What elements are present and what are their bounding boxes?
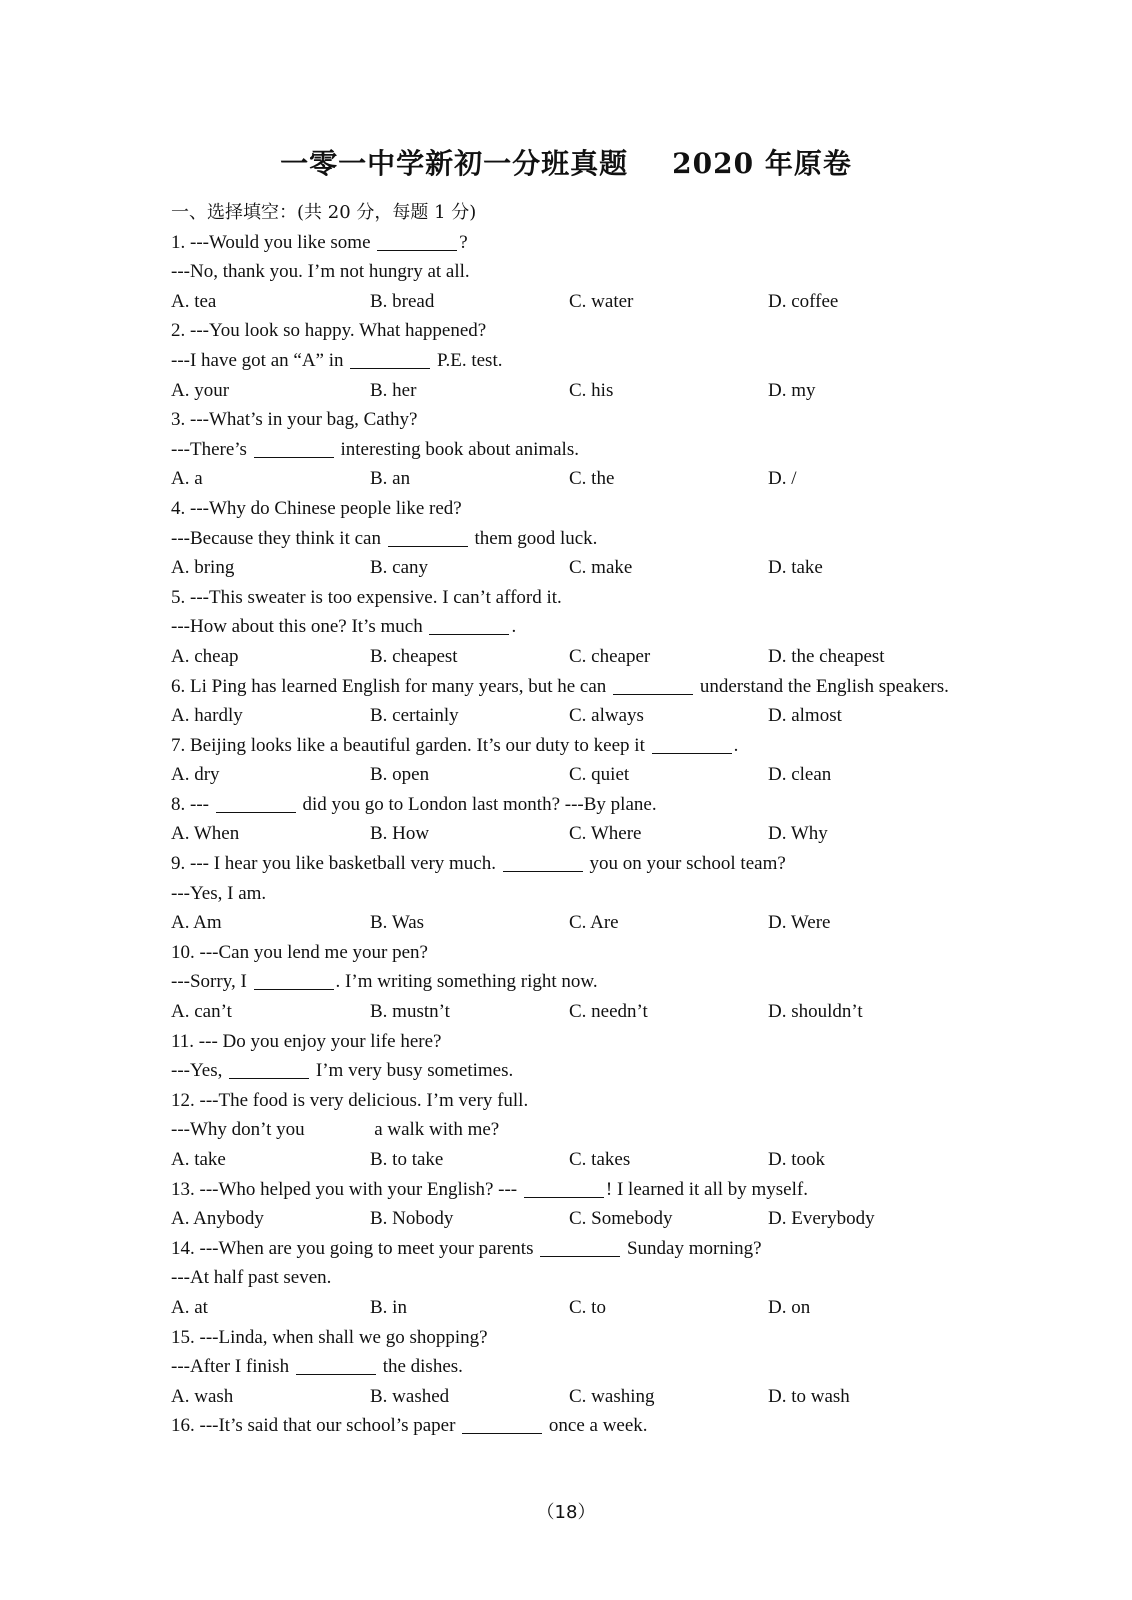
question-1-options (171, 287, 971, 317)
question-text: 12. ---The food is very delicious. I’m very full. (171, 1089, 529, 1111)
question-text: ---Yes, I am. (171, 882, 267, 904)
option-c: C. make (569, 557, 633, 579)
option-c: C. Somebody (569, 1208, 673, 1230)
option-c: C. water (569, 290, 634, 312)
answer-blank (388, 526, 468, 547)
question-13-options (171, 1204, 971, 1234)
question-1-line (171, 257, 971, 287)
answer-blank (540, 1236, 620, 1257)
question-text: 15. ---Linda, when shall we go shopping? (171, 1326, 488, 1348)
question-text: 5. ---This sweater is too expensive. I can’t afford it. (171, 586, 562, 608)
option-b: B. certainly (370, 705, 459, 727)
question-text: . (733, 734, 739, 756)
answer-blank (311, 1118, 367, 1138)
question-text: did you go to London last month? ---By plane. (297, 793, 657, 815)
question-text: understand the English speakers. (695, 675, 949, 697)
question-text: 11. --- Do you enjoy your life here? (171, 1030, 442, 1052)
option-a: A. at (171, 1296, 208, 1318)
option-b: B. mustn’t (370, 1001, 450, 1023)
question-text: 9. --- I hear you like basketball very much. (171, 853, 501, 875)
question-text: 7. Beijing looks like a beautiful garden. It’s our duty to keep it (171, 734, 650, 756)
question-10-line (171, 938, 971, 968)
question-2-options (171, 376, 971, 406)
question-text: ---There’s (171, 438, 252, 460)
option-a: A. cheap (171, 645, 239, 667)
question-text: 16. ---It’s said that our school’s paper (171, 1415, 461, 1437)
question-14-line (171, 1234, 971, 1264)
option-a: A. your (171, 379, 230, 401)
question-list (171, 198, 971, 1441)
question-text: Sunday morning? (622, 1237, 762, 1259)
option-c: C. the (569, 468, 615, 490)
option-d: D. shouldn’t (768, 1001, 863, 1023)
option-b: B. Nobody (370, 1208, 454, 1230)
question-text: ---Why don’t you (171, 1119, 310, 1141)
section-heading: 一、选择填空：(共 20 分，每题 1 分) (171, 202, 477, 223)
question-text: P.E. test. (432, 349, 503, 371)
option-a: A. can’t (171, 1001, 232, 1023)
answer-blank (350, 348, 430, 369)
question-2-line (171, 316, 971, 346)
option-b: B. to take (370, 1149, 444, 1170)
option-a: A. hardly (171, 705, 243, 727)
question-3-line (171, 405, 971, 435)
question-8-options (171, 819, 971, 849)
answer-blank (429, 614, 509, 635)
option-c: C. always (569, 705, 644, 727)
question-text: ? (459, 231, 468, 253)
answer-blank (377, 230, 457, 251)
title-year: 2020 年原卷 (672, 147, 852, 180)
exam-title (0, 142, 1132, 182)
option-d: D. almost (768, 705, 842, 727)
question-11-line (171, 1027, 971, 1057)
answer-blank (652, 733, 732, 754)
question-4-options (171, 553, 971, 583)
option-b: B. open (370, 764, 430, 786)
option-c: C. his (569, 379, 614, 401)
option-b: B. in (370, 1296, 407, 1318)
question-16-line (171, 1411, 971, 1441)
option-b: B. Was (370, 912, 425, 934)
option-d: D. / (768, 468, 797, 490)
option-d: D. on (768, 1296, 811, 1318)
answer-blank (254, 969, 334, 990)
question-9-line (171, 879, 971, 909)
question-7-line (171, 731, 971, 761)
question-15-line (171, 1352, 971, 1382)
question-text: them good luck. (469, 527, 598, 549)
question-text: ---Yes, (171, 1060, 228, 1082)
option-b: B. cheapest (370, 645, 458, 667)
page-number: （18） (536, 1502, 596, 1523)
option-c: C. needn’t (569, 1001, 648, 1023)
question-4-line (171, 494, 971, 524)
option-b: B. her (370, 379, 417, 401)
option-a: A. When (171, 823, 240, 845)
question-12-options (171, 1145, 971, 1175)
option-c: C. quiet (569, 764, 630, 786)
option-c: C. to (569, 1296, 606, 1318)
answer-blank (229, 1058, 309, 1079)
option-a: A. bring (171, 557, 235, 579)
question-13-line (171, 1175, 971, 1205)
question-text: ---How about this one? It’s much (171, 616, 428, 638)
question-text: 3. ---What’s in your bag, Cathy? (171, 409, 418, 431)
question-text: I’m very busy sometimes. (311, 1060, 514, 1082)
answer-blank (216, 792, 296, 813)
answer-blank (503, 851, 583, 872)
question-12-line (171, 1115, 971, 1145)
answer-blank (462, 1413, 542, 1434)
question-14-options (171, 1293, 971, 1323)
option-a: A. dry (171, 764, 220, 786)
question-text: ---At half past seven. (171, 1267, 332, 1289)
answer-blank (613, 674, 693, 695)
option-c: C. Are (569, 912, 619, 934)
question-2-line (171, 346, 971, 376)
question-3-options (171, 464, 971, 494)
question-text: a walk with me? (369, 1119, 500, 1141)
option-a: A. a (171, 468, 203, 490)
question-text: 2. ---You look so happy. What happened? (171, 320, 487, 342)
question-text: ---No, thank you. I’m not hungry at all. (171, 261, 470, 283)
option-d: D. the cheapest (768, 645, 885, 667)
question-3-line (171, 435, 971, 465)
question-text: ---Sorry, I (171, 971, 252, 993)
question-text: 14. ---When are you going to meet your parents (171, 1237, 539, 1259)
question-9-line (171, 849, 971, 879)
option-d: D. took (768, 1149, 825, 1170)
question-9-options (171, 908, 971, 938)
question-text: 8. --- (171, 793, 214, 815)
question-15-line (171, 1323, 971, 1353)
option-d: D. Everybody (768, 1208, 875, 1230)
question-5-line (171, 612, 971, 642)
option-d: D. take (768, 557, 823, 579)
answer-blank (254, 437, 334, 458)
question-text: . (511, 616, 517, 638)
option-a: A. Am (171, 912, 222, 934)
question-text: 4. ---Why do Chinese people like red? (171, 497, 462, 519)
question-10-options (171, 997, 971, 1027)
question-text: 10. ---Can you lend me your pen? (171, 941, 428, 963)
option-a: A. take (171, 1149, 226, 1170)
question-text: once a week. (544, 1415, 648, 1437)
question-text: 13. ---Who helped you with your English? --- (171, 1178, 522, 1200)
question-8-line (171, 790, 971, 820)
question-text: . I’m writing something right now. (335, 971, 598, 993)
option-a: A. Anybody (171, 1208, 264, 1230)
option-c: C. cheaper (569, 645, 651, 667)
question-text: you on your school team? (584, 853, 786, 875)
question-text: the dishes. (377, 1356, 463, 1378)
question-text: 6. Li Ping has learned English for many years, but he can (171, 675, 612, 697)
question-text: interesting book about animals. (335, 438, 579, 460)
question-4-line (171, 524, 971, 554)
option-c: C. takes (569, 1149, 631, 1170)
option-d: D. clean (768, 764, 832, 786)
question-6-options (171, 701, 971, 731)
answer-blank (524, 1177, 604, 1198)
question-7-options (171, 760, 971, 790)
answer-blank (296, 1354, 376, 1375)
question-6-line (171, 672, 971, 702)
option-b: B. cany (370, 557, 429, 579)
question-text: ---I have got an “A” in (171, 349, 349, 371)
option-d: D. coffee (768, 290, 839, 312)
question-12-line (171, 1086, 971, 1116)
option-c: C. Where (569, 823, 642, 845)
option-b: B. an (370, 468, 411, 490)
option-b: B. bread (370, 290, 435, 312)
question-11-line (171, 1056, 971, 1086)
option-a: A. wash (171, 1385, 234, 1407)
option-a: A. tea (171, 290, 217, 312)
option-d: D. Were (768, 912, 831, 934)
question-5-line (171, 583, 971, 613)
option-b: B. How (370, 823, 430, 845)
option-b: B. washed (370, 1385, 450, 1407)
option-d: D. to wash (768, 1385, 850, 1407)
option-d: D. my (768, 379, 816, 401)
title-text: 一零一中学新初一分班真题 (280, 147, 629, 180)
question-text: ---Because they think it can (171, 527, 386, 549)
question-10-line (171, 967, 971, 997)
question-text: 1. ---Would you like some (171, 231, 376, 253)
question-text: ! I learned it all by myself. (605, 1178, 808, 1200)
option-c: C. washing (569, 1385, 655, 1407)
question-14-line (171, 1263, 971, 1293)
question-5-options (171, 642, 971, 672)
question-1-line (171, 228, 971, 258)
option-d: D. Why (768, 823, 828, 845)
question-text: ---After I finish (171, 1356, 294, 1378)
question-15-options (171, 1382, 971, 1412)
